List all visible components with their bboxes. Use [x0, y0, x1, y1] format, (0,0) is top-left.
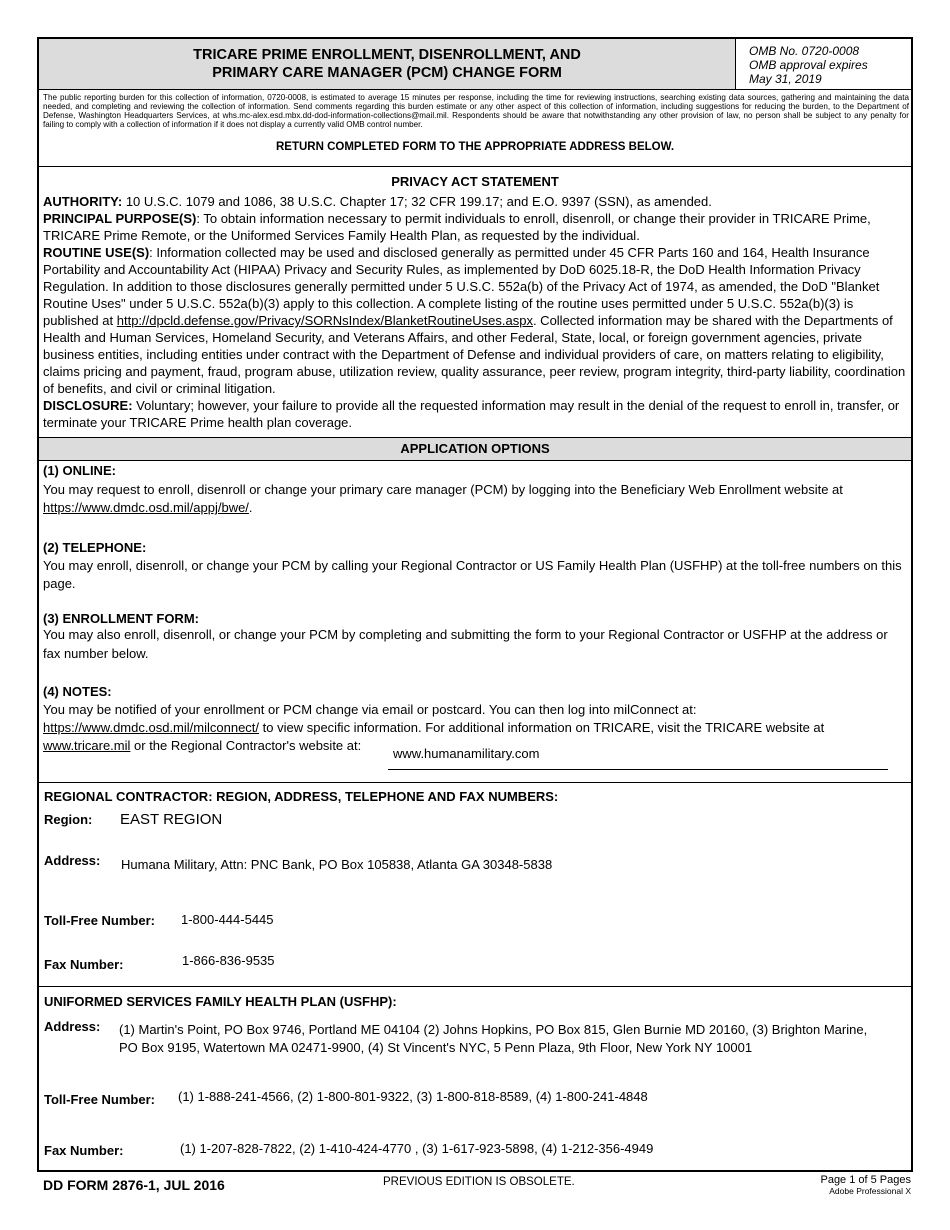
divider: [39, 89, 911, 90]
region-label: Region:: [44, 812, 93, 827]
usfhp-heading: UNIFORMED SERVICES FAMILY HEALTH PLAN (USFHP):: [44, 994, 397, 1009]
privacy-heading: PRIVACY ACT STATEMENT: [391, 174, 559, 189]
telephone-text: You may enroll, disenroll, or change your PCM by calling your Regional Contractor or US Family Health Plan (USFHP) at the toll-free numbers on this page.: [43, 558, 902, 591]
address-field[interactable]: Humana Military, Attn: PNC Bank, PO Box 105838, Atlanta GA 30348-5838: [121, 857, 553, 872]
purpose-label: PRINCIPAL PURPOSE(S): [43, 211, 197, 226]
notes-text-1: You may be notified of your enrollment or PCM change via email or postcard. You can then log into milConnect at:: [43, 702, 697, 717]
burden-statement: The public reporting burden for this collection of information, 0720-0008, is estimated to average 15 minutes per response, including the time for reviewing instructions, searching existing data sources, gathering and maintaining the data needed, and completing and reviewing the collection of information. Send comments regarding this burden estimate or any other aspect of this collection of information, including suggestions for reducing the burden, to the Department of Defense, Washington Headquarters Services, at whs.mc-alex.esd.mbx.dd-dod-information-collections@mail.mil. Respondents should be aware that notwithstanding any other provision of law, no person shall be subject to any penalty for failing to comply with a collection of information if it does not display a currently valid OMB control number.: [43, 93, 909, 129]
omb-number: OMB No. 0720-0008: [749, 44, 860, 58]
header-divider: [735, 39, 736, 89]
divider: [39, 460, 911, 461]
notes-text-2: to view specific information. For additional information on TRICARE, visit the TRICARE website at: [259, 720, 825, 735]
divider: [39, 986, 911, 987]
enrollment-form-label: (3) ENROLLMENT FORM:: [43, 611, 199, 626]
routine-text-1: : Information collected may be used and disclosed generally as permitted under 45 CFR Parts 160 and 164, Health Insurance Portability and Accountability Act (HIPAA) Privacy and Security Rules, as implemented by DoD 6025.18-R, the DoD Health Information Privacy Regulation. In addition to those disclosures generally permitted under 5 U.S.C. 552a(b) of the Privacy Act of 1974, as amended, the DoD "Blanket Routine Uses" under 5 U.S.C. 552a(b)(3) apply to this collection. A complete listing of the routine uses permitted under 5 U.S.C. 552a(b)(3) is published at: [43, 245, 880, 328]
fax-label: Fax Number:: [44, 957, 124, 972]
regional-website-field[interactable]: www.humanamilitary.com: [393, 746, 540, 761]
page-info-block: [760, 1175, 911, 1197]
online-end: .: [248, 500, 253, 515]
region-field[interactable]: EAST REGION: [120, 811, 223, 828]
milconnect-link[interactable]: https://www.dmdc.osd.mil/milconnect/: [43, 720, 260, 735]
tollfree-field[interactable]: 1-800-444-5445: [181, 912, 274, 927]
tollfree-label: Toll-Free Number:: [44, 913, 155, 928]
usfhp-address-field[interactable]: (1) Martin's Point, PO Box 9746, Portland ME 04104 (2) Johns Hopkins, PO Box 815, Glen Burnie MD 20160, (3) Brighton Marine, PO Box 9195, Watertown MA 02471-9900, (4) St Vincent's NYC, 5 Penn Plaza, 9th Floor, New York NY 10001: [119, 1022, 868, 1055]
routine-uses-link[interactable]: http://dpcld.defense.gov/Privacy/SORNsIndex/BlanketRoutineUses.aspx: [116, 313, 533, 328]
telephone-label: (2) TELEPHONE:: [43, 540, 147, 555]
online-label: (1) ONLINE:: [43, 463, 116, 478]
routine-text-2: . Collected information may be shared with the Departments of Health and Human Services, Homeland Security, and Veterans Affairs, and other Federal, State, local, or foreign government agencies, private business entities, including entities under contract with the Department of Defense and individual providers of care, on matters relating to eligibility, claims pricing and payment, fraud, program abuse, utilization review, quality assurance, peer review, program integrity, third-party liability, coordination of benefits, and civil or criminal litigation.: [43, 313, 906, 396]
omb-expires-date: May 31, 2019: [749, 72, 822, 86]
software-note: Adobe Professional X: [829, 1186, 911, 1196]
bwe-link[interactable]: https://www.dmdc.osd.mil/appj/bwe/: [43, 500, 249, 515]
usfhp-tollfree-label: Toll-Free Number:: [44, 1092, 155, 1107]
enrollment-form-text: You may also enroll, disenroll, or change your PCM by completing and submitting the form to your Regional Contractor or USFHP at the address or fax number below.: [43, 627, 888, 661]
obsolete-notice: PREVIOUS EDITION IS OBSOLETE.: [383, 1176, 575, 1188]
application-heading: APPLICATION OPTIONS: [400, 441, 550, 456]
page-info: Page 1 of 5 Pages: [820, 1174, 911, 1186]
divider: [39, 782, 911, 783]
routine-label: ROUTINE USE(S): [43, 245, 150, 260]
return-instruction: RETURN COMPLETED FORM TO THE APPROPRIATE ADDRESS BELOW.: [275, 141, 675, 153]
address-label: Address:: [44, 853, 101, 868]
divider: [39, 166, 911, 167]
notes-label: (4) NOTES:: [43, 684, 112, 699]
authority-text: 10 U.S.C. 1079 and 1086, 38 U.S.C. Chapter 17; 32 CFR 199.17; and E.O. 9397 (SSN), as amended.: [122, 194, 712, 209]
disclosure-text: Voluntary; however, your failure to provide all the requested information may result in the denial of the request to enroll in, transfer, or terminate your TRICARE Prime health plan coverage.: [43, 398, 900, 430]
tricare-link[interactable]: www.tricare.mil: [43, 738, 131, 753]
form-id: DD FORM 2876-1, JUL 2016: [43, 1177, 225, 1193]
usfhp-address-label: Address:: [44, 1019, 101, 1034]
online-text: [43, 481, 907, 517]
usfhp-fax-label: Fax Number:: [44, 1143, 124, 1158]
online-description: You may request to enroll, disenroll or change your primary care manager (PCM) by logging into the Beneficiary Web Enrollment website at: [43, 482, 843, 497]
omb-info: [749, 44, 868, 86]
usfhp-fax-field[interactable]: (1) 1-207-828-7822, (2) 1-410-424-4770 , (3) 1-617-923-5898, (4) 1-212-356-4949: [180, 1141, 654, 1156]
usfhp-tollfree-field[interactable]: (1) 1-888-241-4566, (2) 1-800-801-9322, (3) 1-800-818-8589, (4) 1-800-241-4848: [178, 1089, 648, 1104]
omb-expires-label: OMB approval expires: [749, 58, 868, 72]
form-title: TRICARE PRIME ENROLLMENT, DISENROLLMENT, AND PRIMARY CARE MANAGER (PCM) CHANGE FORM: [193, 47, 581, 81]
authority-label: AUTHORITY:: [43, 194, 123, 209]
notes-text-3: or the Regional Contractor's website at:: [130, 738, 362, 753]
fax-field[interactable]: 1-866-836-9535: [182, 953, 275, 968]
privacy-statement: [43, 193, 907, 431]
purpose-text: : To obtain information necessary to permit individuals to enroll, disenroll, or change their provider in TRICARE Prime, TRICARE Prime Remote, or the Uniformed Services Family Health Plan, as requested by the individual.: [43, 211, 871, 243]
regional-heading: REGIONAL CONTRACTOR: REGION, ADDRESS, TELEPHONE AND FAX NUMBERS:: [44, 789, 559, 804]
disclosure-label: DISCLOSURE:: [43, 398, 133, 413]
website-field-underline: [388, 769, 888, 770]
